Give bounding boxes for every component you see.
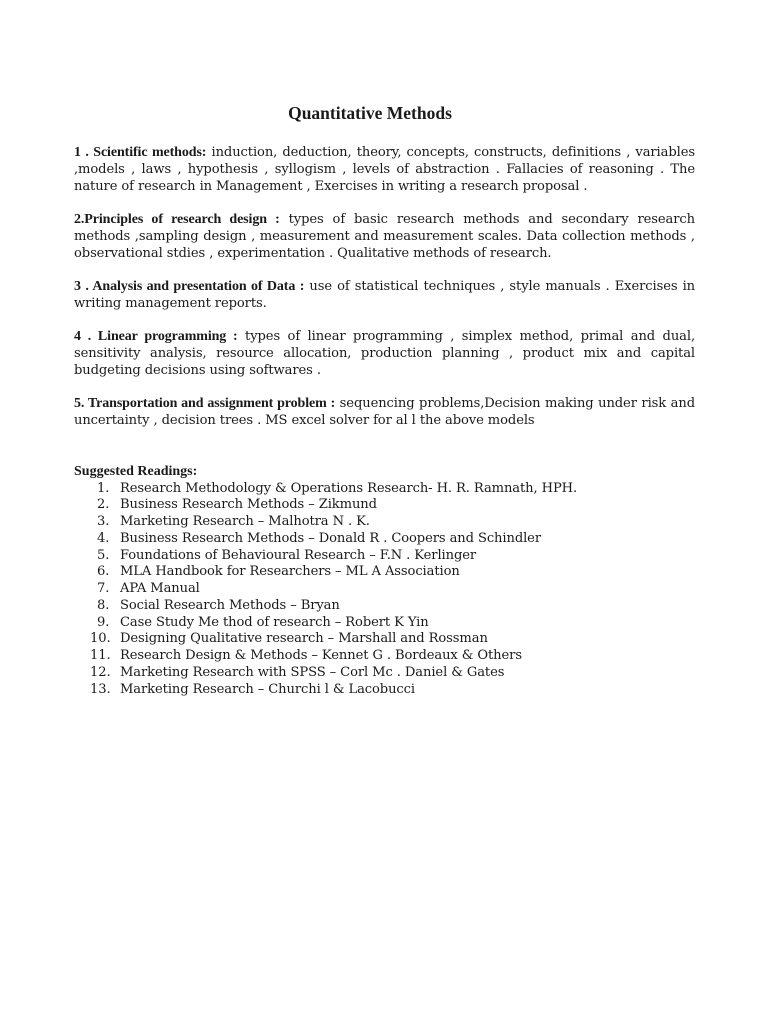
list-item <box>74 648 695 665</box>
list-item <box>74 548 695 565</box>
list-number: 13. <box>90 681 111 697</box>
list-number: 8. <box>97 597 110 613</box>
section-data-analysis <box>74 279 695 313</box>
section-research-design <box>74 212 695 262</box>
section-linear-programming <box>74 329 695 379</box>
list-text: Marketing Research – Malhotra N . K. <box>120 514 370 530</box>
list-text: Marketing Research – Churchi l & Lacobucci <box>120 681 415 697</box>
list-item <box>74 631 695 648</box>
list-text: Case Study Me thod of research – Robert K Yin <box>120 614 429 630</box>
list-text: Business Research Methods – Donald R . Coopers and Schindler <box>120 530 541 546</box>
document-body <box>74 145 695 698</box>
list-text: Social Research Methods – Bryan <box>120 597 340 613</box>
list-item <box>74 481 695 498</box>
section-heading: 5. Transportation and assignment problem : <box>74 396 336 412</box>
section-scientific-methods <box>74 145 695 195</box>
section-heading: 1 . Scientific methods: <box>74 145 207 160</box>
list-text: Business Research Methods – Zikmund <box>120 497 377 513</box>
section-text: sequencing problems,Decision making under risk and uncertainty , decision trees . MS excel solver for al l the above models <box>74 396 695 428</box>
section-heading: 4 . Linear programming : <box>74 329 238 345</box>
list-number: 12. <box>90 664 111 680</box>
list-item <box>74 598 695 615</box>
section-heading: 3 . Analysis and presentation of Data : <box>74 278 305 294</box>
list-item <box>74 531 695 548</box>
page-title: Quantitative Methods <box>288 103 452 123</box>
list-number: 1. <box>97 480 110 496</box>
list-item <box>74 497 695 514</box>
section-transportation <box>74 396 695 430</box>
list-text: MLA Handbook for Researchers – ML A Association <box>120 564 460 580</box>
list-number: 9. <box>97 614 110 630</box>
section-text: induction, deduction, theory, concepts, constructs, definitions , variables ,models , laws , hypothesis , syllogism , levels of abstraction . Fallacies of reasoning . The nature of research in Management , Exercises in writing a research proposal . <box>74 145 695 194</box>
section-text: types of basic research methods and secondary research methods ,sampling design , measurement and measurement scales. Data collection methods , observational stdies , experimentation . Qualitative methods of research. <box>74 211 695 261</box>
list-text: Foundations of Behavioural Research – F.N . Kerlinger <box>120 547 477 563</box>
list-text: Research Methodology & Operations Research- H. R. Ramnath, HPH. <box>120 480 578 496</box>
list-item <box>74 564 695 581</box>
list-item <box>74 514 695 531</box>
list-number: 11. <box>90 648 111 664</box>
list-item <box>74 665 695 682</box>
list-number: 2. <box>97 497 110 513</box>
list-number: 5. <box>97 547 110 563</box>
list-number: 10. <box>90 631 111 647</box>
list-item <box>74 682 695 699</box>
list-number: 6. <box>97 564 110 580</box>
readings-heading: Suggested Readings: <box>74 463 198 479</box>
section-heading: 2.Principles of research design : <box>74 211 280 227</box>
list-number: 3. <box>97 514 110 530</box>
list-text: Designing Qualitative research – Marshall and Rossman <box>120 631 488 647</box>
list-text: Research Design & Methods – Kennet G . Bordeaux & Others <box>120 648 522 664</box>
section-text: types of linear programming , simplex method, primal and dual, sensitivity analysis, resource allocation, production planning , product mix and capital budgeting decisions using softwares . <box>74 329 696 378</box>
list-item <box>74 581 695 598</box>
list-item <box>74 615 695 632</box>
suggested-readings <box>74 464 695 699</box>
section-text: use of statistical techniques , style manuals . Exercises in writing management reports. <box>74 278 695 311</box>
list-number: 4. <box>97 530 110 546</box>
list-text: Marketing Research with SPSS – Corl Mc . Daniel & Gates <box>120 664 505 680</box>
list-number: 7. <box>97 581 110 597</box>
list-text: APA Manual <box>120 581 200 597</box>
readings-list <box>74 481 695 699</box>
